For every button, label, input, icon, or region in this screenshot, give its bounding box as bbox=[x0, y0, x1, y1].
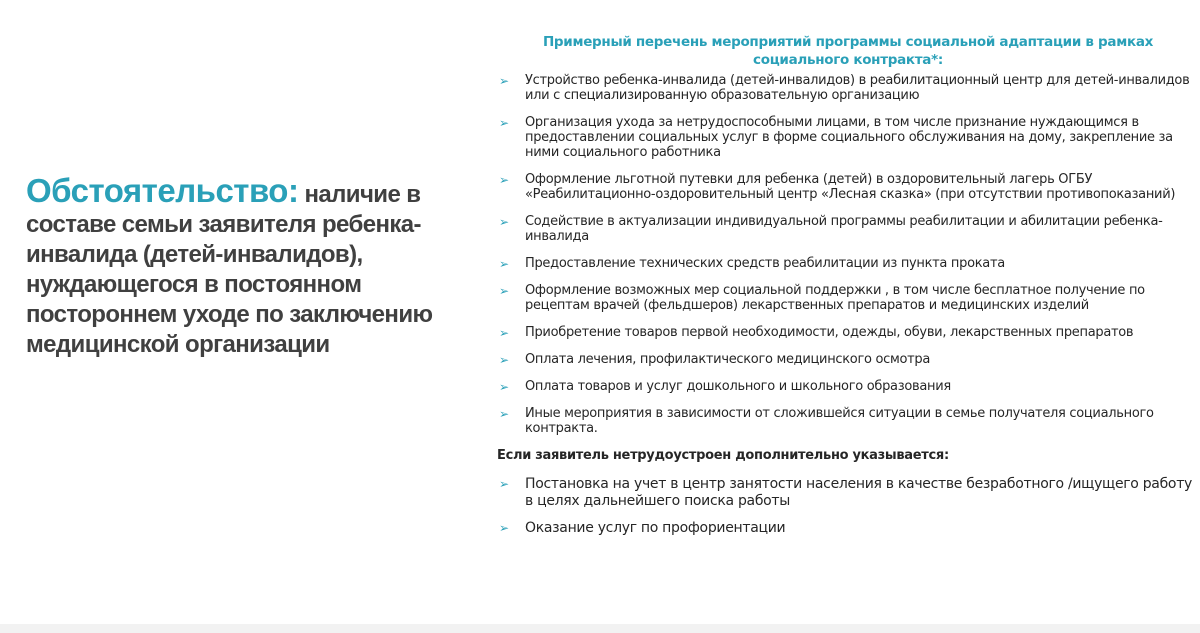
list-item: ➢ Организация ухода за нетрудоспособными лицами, в том числе признание нуждающимся в предоставлении социальных услуг в форме социального обслуживания на дому, закрепление за ними социального работника bbox=[499, 115, 1173, 160]
arrow-bullet-icon: ➢ bbox=[499, 116, 509, 130]
list-item: ➢ Содействие в актуализации индивидуальной программы реабилитации и абилитации ребенка-инвалида bbox=[499, 214, 1163, 244]
unemployed-subheading: Если заявитель нетрудоустроен дополнительно указывается: bbox=[497, 448, 949, 463]
arrow-bullet-icon: ➢ bbox=[499, 284, 509, 298]
arrow-bullet-icon: ➢ bbox=[499, 326, 509, 340]
arrow-bullet-icon: ➢ bbox=[499, 257, 509, 271]
arrow-bullet-icon: ➢ bbox=[499, 407, 509, 421]
circumstance-label: Обстоятельство: bbox=[26, 172, 299, 209]
list-item: ➢ Устройство ребенка-инвалида (детей-инвалидов) в реабилитационный центр для детей-инвалидов или с специализированную образовательную организацию bbox=[499, 73, 1190, 103]
arrow-bullet-icon: ➢ bbox=[499, 380, 509, 394]
measures-list bbox=[497, 73, 1199, 436]
list-item: ➢ Оплата лечения, профилактического медицинского осмотра bbox=[499, 352, 931, 367]
list-item: ➢ Постановка на учет в центр занятости населения в качестве безработного /ищущего работу в целях дальнейшего поиска работы bbox=[499, 476, 1193, 509]
arrow-bullet-icon: ➢ bbox=[499, 521, 509, 535]
list-item: ➢ Оказание услуг по профориентации bbox=[499, 520, 786, 536]
arrow-bullet-icon: ➢ bbox=[499, 353, 509, 367]
list-item: ➢ Оформление возможных мер социальной поддержки , в том числе бесплатное получение по рецептам врачей (фельдшеров) лекарственных препаратов и медицинских изделий bbox=[499, 283, 1145, 313]
unemployed-measures-list bbox=[497, 476, 1199, 537]
measures-panel bbox=[497, 33, 1199, 537]
list-item: ➢ Приобретение товаров первой необходимости, одежды, обуви, лекарственных препаратов bbox=[499, 325, 1134, 340]
arrow-bullet-icon: ➢ bbox=[499, 477, 509, 491]
list-item: ➢ Оформление льготной путевки для ребенка (детей) в оздоровительный лагерь ОГБУ «Реабилитационно-оздоровительный центр «Лесная сказка» (при отсутствии противопоказаний) bbox=[499, 172, 1176, 202]
arrow-bullet-icon: ➢ bbox=[499, 215, 509, 229]
footer-strip bbox=[0, 624, 1200, 633]
arrow-bullet-icon: ➢ bbox=[499, 74, 509, 88]
arrow-bullet-icon: ➢ bbox=[499, 173, 509, 187]
circumstance-block bbox=[26, 172, 476, 360]
list-item: ➢ Иные мероприятия в зависимости от сложившейся ситуации в семье получателя социального контракта. bbox=[499, 406, 1154, 436]
measures-heading: Примерный перечень мероприятий программы социальной адаптации в рамках социального контракта*: bbox=[542, 34, 1154, 68]
circumstance-text: наличие в составе семьи заявителя ребенка-инвалида (детей-инвалидов), нуждающегося в постоянном постороннем уходе по заключению медицинской организации bbox=[26, 181, 433, 358]
list-item: ➢ Оплата товаров и услуг дошкольного и школьного образования bbox=[499, 379, 951, 394]
list-item: ➢ Предоставление технических средств реабилитации из пункта проката bbox=[499, 256, 1005, 271]
